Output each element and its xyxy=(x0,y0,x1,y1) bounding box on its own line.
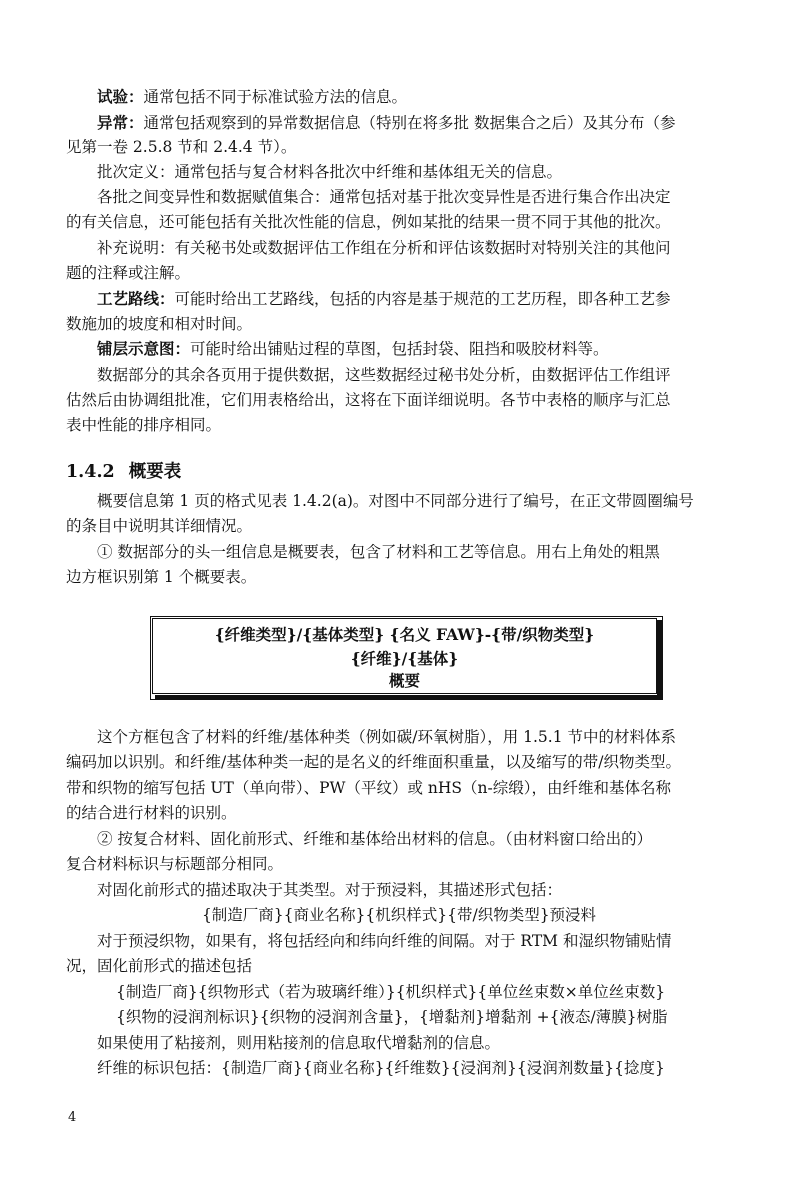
section-heading xyxy=(66,460,181,484)
text-line: 批次定义：通常包括与复合材料各批次中纤维和基体组无关的信息。 xyxy=(97,163,563,181)
text-line: ① 数据部分的头一组信息是概要表，包含了材料和工艺等信息。用右上角处的粗黑 xyxy=(97,543,660,561)
format-line: {制造厂商}{织物形式（若为玻璃纤维）}{机织样式}{单位丝束数×单位丝束数} xyxy=(116,983,666,1001)
term-label: 工艺路线： xyxy=(97,289,175,308)
page-number: 4 xyxy=(68,1110,77,1125)
text-line: 各批之间变异性和数据赋值集合：通常包括对基于批次变异性是否进行集合作出决定 xyxy=(97,188,671,206)
text-line: 表中性能的排序相同。 xyxy=(66,416,222,434)
text-line: 见第一卷 2.5.8 节和 2.4.4 节）。 xyxy=(66,138,297,156)
term-label: 试验： xyxy=(97,87,144,106)
text-line: 带和织物的缩写包括 UT（单向带）、PW（平纹）或 nHS（n-综缎），由纤维和基体名称 xyxy=(66,779,671,797)
term-label: 铺层示意图： xyxy=(97,339,191,358)
summary-box-line: {纤维}/{基体} xyxy=(350,649,459,668)
text-line: 对固化前形式的描述取决于其类型。对于预浸料，其描述形式包括： xyxy=(97,881,563,899)
term-text: 通常包括不同于标准试验方法的信息。 xyxy=(143,88,408,106)
summary-box-line: {纤维类型}/{基体类型} {名义 FAW}-{带/织物类型} xyxy=(214,625,595,644)
text-line xyxy=(97,86,732,108)
text-line: 复合材料标识与标题部分相同。 xyxy=(66,855,284,873)
format-line: {织物的浸润剂标识}{织物的浸润剂含量}，{增黏剂}增黏剂 +{液态/薄膜}树脂 xyxy=(116,1008,668,1026)
text-line: 对于预浸织物，如果有，将包括经向和纬向纤维的间隔。对于 RTM 和湿织物铺贴情 xyxy=(97,932,672,950)
text-line xyxy=(97,338,732,360)
text-line xyxy=(97,288,732,310)
text-line: 的条目中说明其详细情况。 xyxy=(66,517,253,535)
term-label: 异常： xyxy=(97,113,144,132)
text-line: 概要信息第 1 页的格式见表 1.4.2(a)。对图中不同部分进行了编号，在正文带圆圈编号 xyxy=(97,492,694,510)
term-text: 可能时给出铺贴过程的草图，包括封袋、阻挡和吸胶材料等。 xyxy=(190,340,609,358)
text-line: 况，固化前形式的描述包括 xyxy=(66,957,253,975)
text-line xyxy=(97,112,732,134)
text-line: 补充说明：有关秘书处或数据评估工作组在分析和评估该数据时对特别关注的其他问 xyxy=(97,239,671,257)
text-line: 数施加的坡度和相对时间。 xyxy=(66,315,253,333)
section-number: 1.4.2 xyxy=(66,462,115,482)
text-line: ② 按复合材料、固化前形式、纤维和基体给出材料的信息。（由材料窗口给出的） xyxy=(97,830,653,848)
text-line: 的结合进行材料的识别。 xyxy=(66,804,237,822)
summary-box-title: 概要 xyxy=(388,671,420,690)
term-text: 可能时给出工艺路线，包括的内容是基于规范的工艺历程，即各种工艺参 xyxy=(174,290,671,308)
text-line: 编码加以识别。和纤维/基体种类一起的是名义的纤维面积重量，以及缩写的带/织物类型。 xyxy=(66,753,681,771)
text-line: 的有关信息，还可能包括有关批次性能的信息，例如某批的结果一贯不同于其他的批次。 xyxy=(66,213,671,231)
text-line: 这个方框包含了材料的纤维/基体种类（例如碳/环氧树脂），用 1.5.1 节中的材料体系 xyxy=(97,728,676,746)
section-title: 概要表 xyxy=(128,462,182,482)
text-line: 如果使用了粘接剂，则用粘接剂的信息取代增黏剂的信息。 xyxy=(97,1034,501,1052)
text-line: 估然后由协调组批准，它们用表格给出，这将在下面详细说明。各节中表格的顺序与汇总 xyxy=(66,391,671,409)
text-line: 边方框识别第 1 个概要表。 xyxy=(66,568,257,586)
text-line: 题的注释或注解。 xyxy=(66,264,191,282)
text-line: 纤维的标识包括：{制造厂商}{商业名称}{纤维数}{浸润剂}{浸润剂数量}{捻度} xyxy=(97,1059,665,1077)
format-line: {制造厂商}{商业名称}{机织样式}{带/织物类型}预浸料 xyxy=(201,906,597,924)
text-line: 数据部分的其余各页用于提供数据，这些数据经过秘书处分析，由数据评估工作组评 xyxy=(97,366,671,384)
term-text: 通常包括观察到的异常数据信息（特别在将多批 数据集合之后）及其分布（参 xyxy=(143,114,676,132)
